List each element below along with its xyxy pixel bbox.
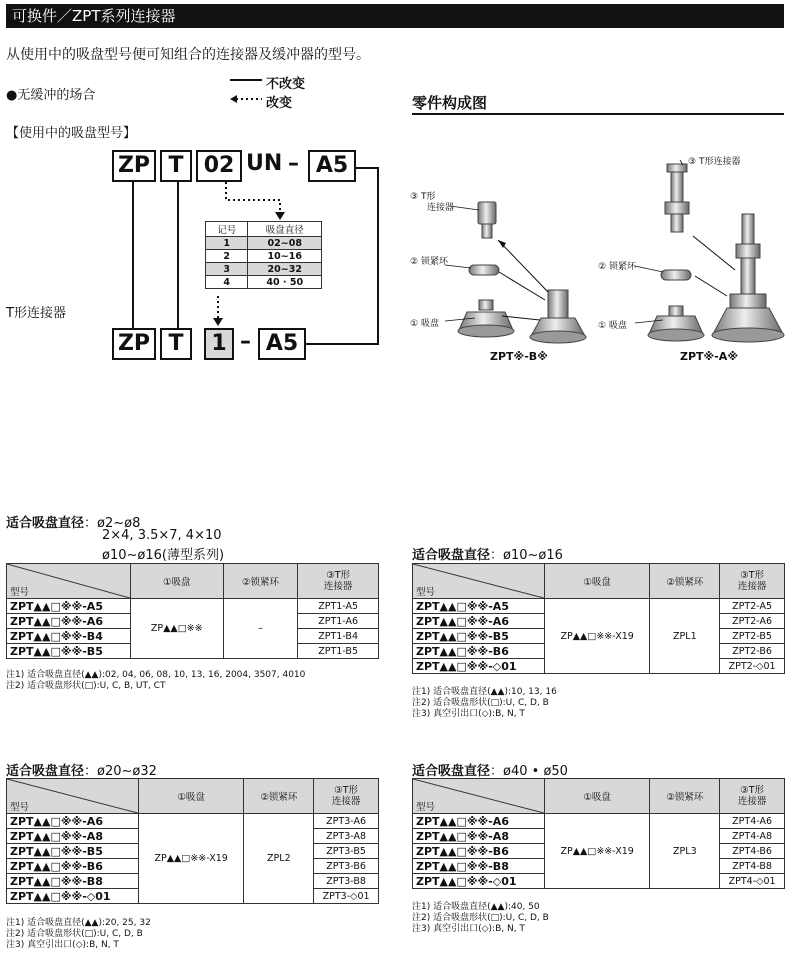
pad-cell: ZP▲▲□※※: [130, 599, 223, 659]
code-end-result: A5: [258, 328, 306, 360]
model-cell: ZPT▲▲□※※-B6: [413, 844, 545, 859]
table1-col-model: [7, 564, 131, 599]
part-label: 锁紧环: [420, 257, 448, 267]
table1: [6, 563, 379, 659]
heading-colon: ：: [490, 764, 504, 779]
code-un: UN: [246, 151, 283, 176]
conn-cell: ZPT2-B6: [720, 644, 785, 659]
model-cell: ZPT▲▲□※※-B8: [7, 874, 139, 889]
size-header-code: 记号: [206, 222, 248, 237]
size-code: 2: [206, 250, 248, 263]
note: 注1) 适合吸盘直径(▲▲):40, 50: [412, 902, 540, 912]
table2-col2: ②锁紧环: [650, 564, 720, 599]
conn-cell: ZPT3-B5: [314, 844, 379, 859]
ring-cell: ZPL2: [244, 814, 314, 904]
part-num: ③: [688, 157, 697, 167]
model-cell: ZPT▲▲□※※-A8: [7, 829, 139, 844]
note: 注1) 适合吸盘直径(▲▲):20, 25, 32: [6, 918, 151, 928]
part-label: 吸盘: [420, 319, 439, 329]
fig-right-part1: [598, 318, 627, 331]
table2-col1: ①吸盘: [544, 564, 650, 599]
model-cell: ZPT▲▲□※※-A8: [413, 829, 545, 844]
conn-cell: ZPT1-B4: [298, 629, 379, 644]
size-code: 1: [206, 237, 248, 250]
fig-right-caption: ZPT※-A※: [680, 350, 739, 363]
col3b: 连接器: [331, 796, 361, 807]
model-cell: ZPT▲▲□※※-B5: [7, 644, 131, 659]
page-title: 可换件／ZPT系列连接器: [6, 4, 784, 28]
heading-colon: ：: [84, 516, 98, 531]
table3-col1: ①吸盘: [138, 779, 244, 814]
col3b: 连接器: [737, 581, 767, 592]
conn-cell: ZPT2-A6: [720, 614, 785, 629]
part-label: 吸盘: [608, 321, 627, 331]
model-cell: ZPT▲▲□※※-◇01: [413, 659, 545, 674]
pad-cell: ZP▲▲□※※-X19: [544, 814, 650, 889]
model-cell: ZPT▲▲□※※-A5: [7, 599, 131, 614]
size-code: 4: [206, 276, 248, 289]
table1-col3: [298, 564, 379, 599]
conn-cell: ZPT1-A6: [298, 614, 379, 629]
table2-range: ø10~ø16: [503, 548, 563, 563]
pad-cell: ZP▲▲□※※-X19: [138, 814, 244, 904]
fig-right-part2: [598, 259, 636, 272]
table1-col-model-label: 型号: [10, 587, 30, 598]
model-cell: ZPT▲▲□※※-B6: [413, 644, 545, 659]
note: 注3) 真空引出口(◇):B, N, T: [412, 709, 525, 719]
conn-cell: ZPT3-◇01: [314, 889, 379, 904]
note: 注1) 适合吸盘直径(▲▲):10, 13, 16: [412, 687, 557, 697]
model-cell: ZPT▲▲□※※-B5: [7, 844, 139, 859]
model-cell: ZPT▲▲□※※-A5: [413, 599, 545, 614]
conn-cell: ZPT3-A8: [314, 829, 379, 844]
conn-cell: ZPT4-◇01: [720, 874, 785, 889]
note: 注2) 适合吸盘形状(□):U, C, D, B: [412, 913, 549, 923]
code-dash: –: [288, 151, 299, 176]
pad-cell: ZP▲▲□※※-X19: [544, 599, 650, 674]
fig-left-part1: [410, 316, 439, 329]
code-zp-result: ZP: [112, 328, 156, 360]
table1-heading-label: 适合吸盘直径: [6, 516, 85, 531]
part-num: ②: [410, 257, 419, 267]
size-dia: 02~08: [248, 237, 322, 250]
table2-heading-label: 适合吸盘直径: [412, 548, 491, 563]
table3-range: ø20~ø32: [97, 764, 157, 779]
size-dia: 40 · 50: [248, 276, 322, 289]
model-cell: ZPT▲▲□※※-A6: [413, 814, 545, 829]
model-cell: ZPT▲▲□※※-A6: [7, 814, 139, 829]
fig-left-caption: ZPT※-B※: [490, 350, 548, 363]
conn-cell: ZPT3-B6: [314, 859, 379, 874]
table4-heading: [412, 760, 568, 779]
ring-cell: ZPL3: [650, 814, 720, 889]
model-cell: ZPT▲▲□※※-B6: [7, 859, 139, 874]
note: 注2) 适合吸盘形状(□):U, C, D, B: [6, 929, 143, 939]
table1-range: ø2~ø8: [97, 516, 141, 531]
code-t: T: [160, 150, 192, 182]
table4: [412, 778, 785, 889]
conn-cell: ZPT2-A5: [720, 599, 785, 614]
code-zp: ZP: [112, 150, 156, 182]
table4-heading-label: 适合吸盘直径: [412, 764, 491, 779]
model-cell: ZPT▲▲□※※-B8: [413, 859, 545, 874]
table2-col-model: [413, 564, 545, 599]
part-num: ①: [598, 321, 607, 331]
legend-solid-label: 不改变: [266, 77, 306, 92]
note: 注3) 真空引出口(◇):B, N, T: [412, 924, 525, 934]
table1-extra1: 2×4, 3.5×7, 4×10: [102, 528, 222, 543]
part-label: T形连接器: [698, 157, 741, 167]
model-cell: ZPT▲▲□※※-A6: [7, 614, 131, 629]
conn-cell: ZPT4-A8: [720, 829, 785, 844]
legend-lines: [228, 72, 268, 108]
part-label: 锁紧环: [608, 262, 636, 272]
conn-cell: ZPT1-B5: [298, 644, 379, 659]
model-label: 【使用中的吸盘型号】: [6, 126, 137, 141]
part-num: ③: [410, 192, 419, 202]
note: 注3) 真空引出口(◇):B, N, T: [6, 940, 119, 950]
ring-cell: –: [223, 599, 298, 659]
table4-range: ø40 • ø50: [503, 764, 568, 779]
table1-notes: [6, 670, 305, 692]
conn-cell: ZPT4-B8: [720, 859, 785, 874]
size-table: [205, 221, 322, 289]
legend-dotted-label: 改变: [266, 96, 293, 111]
legend: [228, 72, 348, 112]
note: 注1) 适合吸盘直径(▲▲):02, 04, 06, 08, 10, 13, 16, 2004, 3507, 4010: [6, 670, 306, 680]
table1-extra2: ø10~ø16(薄型系列): [102, 548, 225, 563]
table2-heading: [412, 544, 563, 563]
col3a: ③T形: [326, 570, 351, 581]
table1-col1: ①吸盘: [130, 564, 223, 599]
table2-col-model-label: 型号: [416, 587, 436, 598]
table2-col3: [720, 564, 785, 599]
table2-notes: [412, 687, 557, 720]
fig-left-part3: ③ T形: [410, 192, 436, 202]
heading-colon: ：: [490, 548, 504, 563]
header-diagonal: [7, 564, 130, 598]
part-num: ①: [410, 319, 419, 329]
col3a: ③T形: [334, 785, 358, 796]
conn-cell: ZPT2-B5: [720, 629, 785, 644]
parts-illustration: [405, 140, 790, 365]
table3-col-model-label: 型号: [10, 802, 30, 813]
conn-cell: ZPT1-A5: [298, 599, 379, 614]
size-dia: 10~16: [248, 250, 322, 263]
parts-title-rule: [412, 113, 784, 115]
code-end: A5: [308, 150, 356, 182]
col3a: ③T形: [740, 785, 764, 796]
conn-cell: ZPT3-A6: [314, 814, 379, 829]
intro-text: 从使用中的吸盘型号便可知组合的连接器及缓冲器的型号。: [6, 47, 370, 63]
table3-heading-label: 适合吸盘直径: [6, 764, 85, 779]
table3: [6, 778, 379, 904]
table4-col3: [720, 779, 785, 814]
conn-cell: ZPT4-B6: [720, 844, 785, 859]
col3a: ③T形: [740, 570, 764, 581]
header-diagonal: [413, 564, 544, 598]
note: 注2) 适合吸盘形状(□):U, C, B, UT, CT: [6, 681, 166, 691]
fig-right-part3: [688, 154, 740, 167]
table3-col3: [314, 779, 379, 814]
table2: [412, 563, 785, 674]
table4-col2: ②锁紧环: [650, 779, 720, 814]
table4-col1: ①吸盘: [544, 779, 650, 814]
part-num: ②: [598, 262, 607, 272]
header-diagonal: [413, 779, 544, 813]
code-t-result: T: [160, 328, 192, 360]
t-connector-label: T形连接器: [6, 306, 66, 321]
table4-notes: [412, 902, 549, 935]
fig-left-part2: [410, 254, 448, 267]
code-dash-result: –: [240, 329, 251, 354]
parts-title: 零件构成图: [412, 94, 488, 112]
table3-col-model: [7, 779, 139, 814]
table4-col-model-label: 型号: [416, 802, 436, 813]
table1-col2: ②锁紧环: [223, 564, 298, 599]
ring-cell: ZPL1: [650, 599, 720, 674]
table3-notes: [6, 918, 151, 951]
table3-heading: [6, 760, 157, 779]
fig-left-part3-label2: 连接器: [427, 203, 455, 213]
table4-col-model: [413, 779, 545, 814]
col3b: 连接器: [323, 581, 353, 592]
conn-cell: ZPT3-B8: [314, 874, 379, 889]
size-code: 3: [206, 263, 248, 276]
table3-col2: ②锁紧环: [244, 779, 314, 814]
heading-colon: ：: [84, 764, 98, 779]
model-cell: ZPT▲▲□※※-B4: [7, 629, 131, 644]
size-dia: 20~32: [248, 263, 322, 276]
conn-cell: ZPT2-◇01: [720, 659, 785, 674]
model-cell: ZPT▲▲□※※-◇01: [7, 889, 139, 904]
note: 注2) 适合吸盘形状(□):U, C, D, B: [412, 698, 549, 708]
model-cell: ZPT▲▲□※※-◇01: [413, 874, 545, 889]
header-diagonal: [7, 779, 138, 813]
model-cell: ZPT▲▲□※※-B5: [413, 629, 545, 644]
code-size: 02: [196, 150, 242, 182]
size-header-dia: 吸盘直径: [248, 222, 322, 237]
model-cell: ZPT▲▲□※※-A6: [413, 614, 545, 629]
case-label: ●无缓冲的场合: [6, 88, 96, 103]
code-size-result: 1: [204, 328, 234, 360]
col3b: 连接器: [737, 796, 767, 807]
conn-cell: ZPT4-A6: [720, 814, 785, 829]
